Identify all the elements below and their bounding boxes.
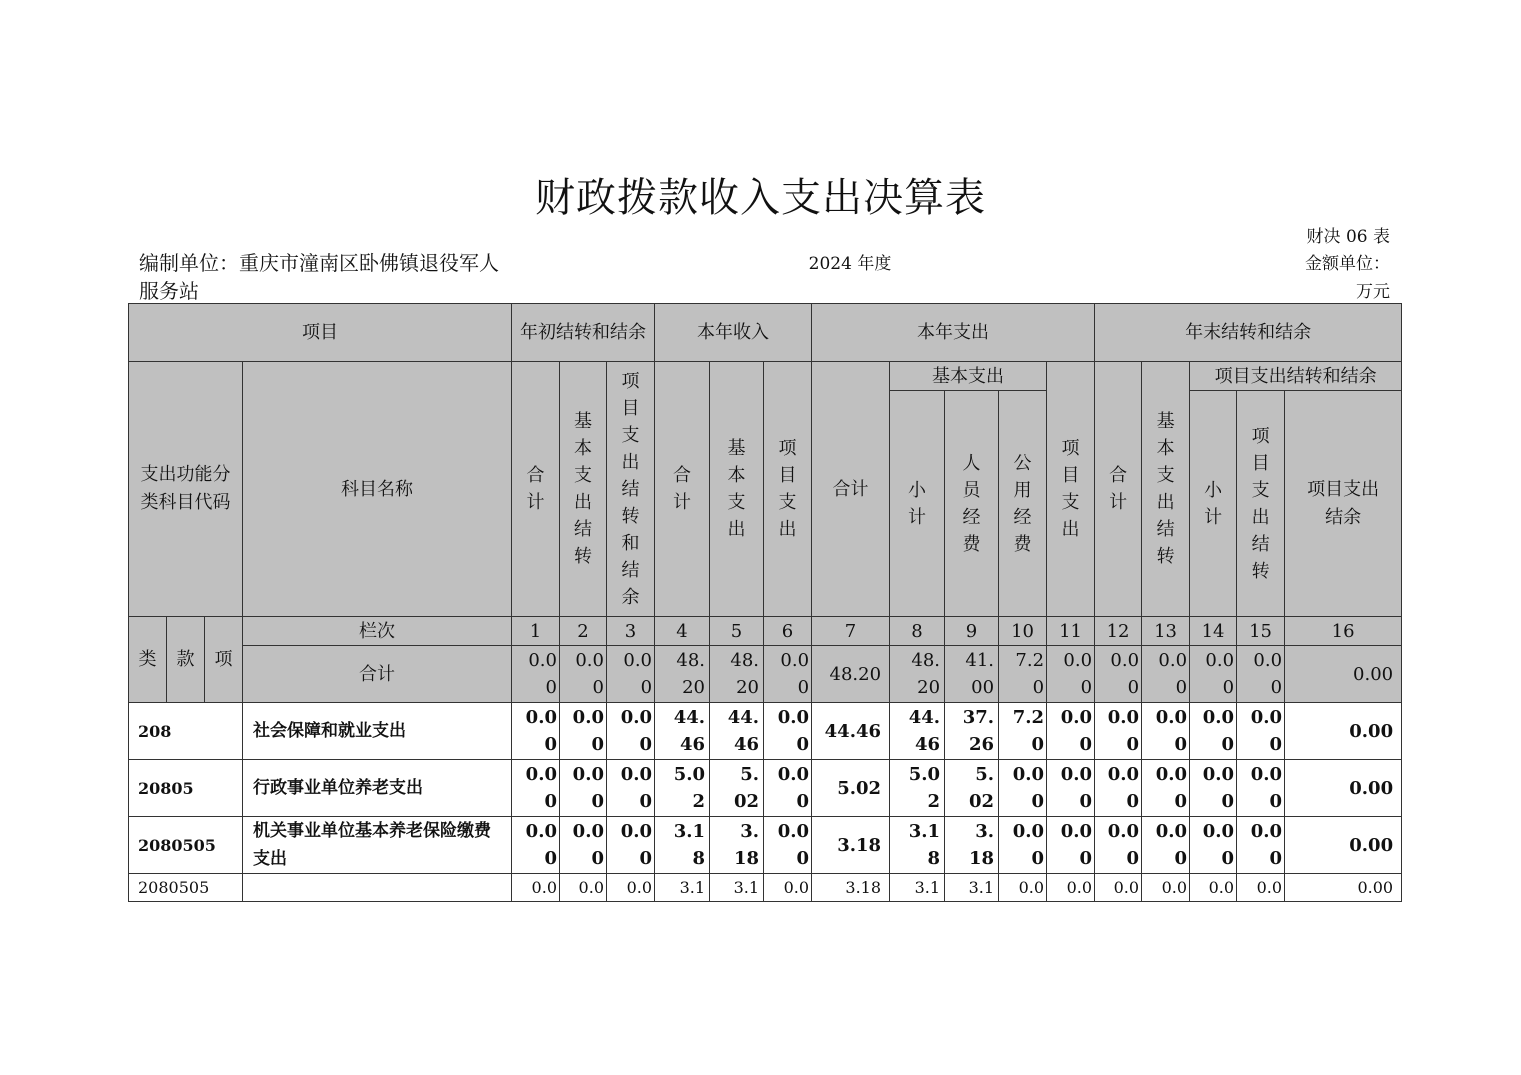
- value-cell: 0.0: [512, 874, 560, 902]
- closing-basic-header: 基本支出结转: [1142, 362, 1190, 617]
- value-cell: 0.0: [1237, 874, 1285, 902]
- value-cell: 3.18: [655, 817, 710, 874]
- value-cell: 0.00: [1142, 703, 1190, 760]
- subject-name: 社会保障和就业支出: [243, 703, 512, 760]
- column-number: 10: [999, 617, 1047, 646]
- value-cell: 5.02: [945, 760, 999, 817]
- project-carry-col-header: 项目支出结转: [1237, 391, 1285, 617]
- column-number: 11: [1047, 617, 1095, 646]
- column-number: 15: [1237, 617, 1285, 646]
- value-cell: 5.02: [812, 760, 890, 817]
- subject-name: 行政事业单位养老支出: [243, 760, 512, 817]
- column-number: 4: [655, 617, 710, 646]
- total-cell: 0.00: [1285, 646, 1402, 703]
- fiscal-year: 2024 年度: [808, 254, 892, 274]
- value-cell: 3.1: [710, 874, 764, 902]
- value-cell: 0.00: [560, 817, 607, 874]
- value-cell: 0.0: [1047, 874, 1095, 902]
- form-number: 财决 06 表: [1306, 227, 1390, 247]
- column-number: 1: [512, 617, 560, 646]
- func-code: 208: [129, 703, 243, 760]
- total-cell: 0.00: [1190, 646, 1237, 703]
- total-cell: 0.00: [1142, 646, 1190, 703]
- func-code: 2080505: [129, 817, 243, 874]
- column-number: 5: [710, 617, 764, 646]
- value-cell: 0.00: [1190, 817, 1237, 874]
- value-cell: 0.00: [1237, 817, 1285, 874]
- carry-subtotal-header: 小计: [1190, 391, 1237, 617]
- value-cell: 0.00: [1237, 703, 1285, 760]
- total-cell: 0.00: [764, 646, 812, 703]
- value-cell: 0.00: [999, 817, 1047, 874]
- column-number: 2: [560, 617, 607, 646]
- project-surplus-header: 项目支出结余: [1285, 391, 1402, 617]
- total-cell: 0.00: [560, 646, 607, 703]
- value-cell: 0.00: [560, 760, 607, 817]
- value-cell: 44.46: [890, 703, 945, 760]
- value-cell: 0.00: [1095, 760, 1142, 817]
- value-cell: 0.00: [607, 760, 655, 817]
- opening-balance-header: 年初结转和结余: [512, 304, 655, 362]
- kuan-header: 款: [167, 617, 205, 703]
- value-cell: 0.0: [999, 874, 1047, 902]
- value-cell: 3.18: [812, 817, 890, 874]
- settlement-table: [128, 303, 1402, 902]
- value-cell: 0.00: [1095, 703, 1142, 760]
- value-cell: 0.00: [512, 817, 560, 874]
- value-cell: 0.00: [1142, 817, 1190, 874]
- expense-total-header: 合计: [812, 362, 890, 617]
- total-label: 合计: [243, 646, 512, 703]
- personnel-expense-header: 人员经费: [945, 391, 999, 617]
- value-cell: 0.0: [1190, 874, 1237, 902]
- column-number: 6: [764, 617, 812, 646]
- column-number: 16: [1285, 617, 1402, 646]
- column-number: 14: [1190, 617, 1237, 646]
- value-cell: 0.00: [1237, 760, 1285, 817]
- income-project-header: 项目支出: [764, 362, 812, 617]
- value-cell: 5.02: [655, 760, 710, 817]
- opening-basic-header: 基本支出结转: [560, 362, 607, 617]
- total-cell: 48.20: [812, 646, 890, 703]
- value-cell: 5.02: [890, 760, 945, 817]
- total-cell: 0.00: [1237, 646, 1285, 703]
- value-cell: 37.26: [945, 703, 999, 760]
- value-cell: 3.1: [890, 874, 945, 902]
- total-cell: 0.00: [607, 646, 655, 703]
- lanci-label: 栏次: [243, 617, 512, 646]
- value-cell: 0.00: [1047, 703, 1095, 760]
- value-cell: 0.0: [607, 874, 655, 902]
- value-cell: 3.18: [945, 817, 999, 874]
- value-cell: 5.02: [710, 760, 764, 817]
- value-cell: 0.00: [1190, 760, 1237, 817]
- value-cell: 0.00: [1285, 760, 1402, 817]
- value-cell: 0.00: [764, 760, 812, 817]
- value-cell: 0.00: [1190, 703, 1237, 760]
- value-cell: 0.00: [764, 703, 812, 760]
- value-cell: 3.18: [710, 817, 764, 874]
- public-expense-header: 公用经费: [999, 391, 1047, 617]
- closing-balance-header: 年末结转和结余: [1095, 304, 1402, 362]
- column-number: 3: [607, 617, 655, 646]
- value-cell: 0.00: [999, 760, 1047, 817]
- subject-name: [243, 874, 512, 902]
- project-carry-header: 项目支出结转和结余: [1190, 362, 1402, 391]
- value-cell: 0.00: [1142, 760, 1190, 817]
- value-cell: 7.20: [999, 703, 1047, 760]
- total-cell: 41.00: [945, 646, 999, 703]
- compiling-unit: 编制单位：重庆市潼南区卧佛镇退役军人服务站: [139, 251, 499, 303]
- value-cell: 0.00: [1285, 703, 1402, 760]
- value-cell: 0.00: [1047, 817, 1095, 874]
- project-header: 项目: [129, 304, 512, 362]
- total-cell: 48.20: [710, 646, 764, 703]
- value-cell: 0.00: [607, 817, 655, 874]
- value-cell: 3.1: [655, 874, 710, 902]
- subject-name: 机关事业单位基本养老保险缴费支出: [243, 817, 512, 874]
- value-cell: 44.46: [710, 703, 764, 760]
- value-cell: 0.00: [560, 703, 607, 760]
- column-number: 8: [890, 617, 945, 646]
- value-cell: 3.18: [812, 874, 890, 902]
- func-code: 2080505: [129, 874, 243, 902]
- total-cell: 48.20: [655, 646, 710, 703]
- money-unit: 金额单位：万元: [1305, 254, 1390, 302]
- basic-expense-header: 基本支出: [890, 362, 1047, 391]
- value-cell: 0.00: [512, 760, 560, 817]
- income-basic-header: 基本支出: [710, 362, 764, 617]
- total-cell: 0.00: [512, 646, 560, 703]
- opening-total-header: 合计: [512, 362, 560, 617]
- value-cell: 44.46: [812, 703, 890, 760]
- value-cell: 3.1: [945, 874, 999, 902]
- column-number: 12: [1095, 617, 1142, 646]
- value-cell: 0.0: [764, 874, 812, 902]
- value-cell: 0.00: [512, 703, 560, 760]
- column-number: 7: [812, 617, 890, 646]
- value-cell: 0.0: [1142, 874, 1190, 902]
- xiang-header: 项: [205, 617, 243, 703]
- income-header: 本年收入: [655, 304, 812, 362]
- value-cell: 0.00: [1047, 760, 1095, 817]
- opening-project-header: 项目支出结转和结余: [607, 362, 655, 617]
- func-code: 20805: [129, 760, 243, 817]
- total-cell: 0.00: [1047, 646, 1095, 703]
- page-title: 财政拨款收入支出决算表: [535, 175, 986, 221]
- value-cell: 3.18: [890, 817, 945, 874]
- total-cell: 0.00: [1095, 646, 1142, 703]
- subject-name-header: 科目名称: [243, 362, 512, 617]
- value-cell: 0.00: [1285, 874, 1402, 902]
- column-number: 13: [1142, 617, 1190, 646]
- func-code-header: 支出功能分类科目代码: [129, 362, 243, 617]
- total-cell: 48.20: [890, 646, 945, 703]
- value-cell: 0.0: [560, 874, 607, 902]
- value-cell: 0.00: [607, 703, 655, 760]
- basic-subtotal-header: 小计: [890, 391, 945, 617]
- value-cell: 0.00: [1095, 817, 1142, 874]
- total-cell: 7.20: [999, 646, 1047, 703]
- income-total-header: 合计: [655, 362, 710, 617]
- expense-project-header: 项目支出: [1047, 362, 1095, 617]
- value-cell: 44.46: [655, 703, 710, 760]
- value-cell: 0.0: [1095, 874, 1142, 902]
- column-number: 9: [945, 617, 999, 646]
- value-cell: 0.00: [1285, 817, 1402, 874]
- closing-total-header: 合计: [1095, 362, 1142, 617]
- lei-header: 类: [129, 617, 167, 703]
- value-cell: 0.00: [764, 817, 812, 874]
- expense-header: 本年支出: [812, 304, 1095, 362]
